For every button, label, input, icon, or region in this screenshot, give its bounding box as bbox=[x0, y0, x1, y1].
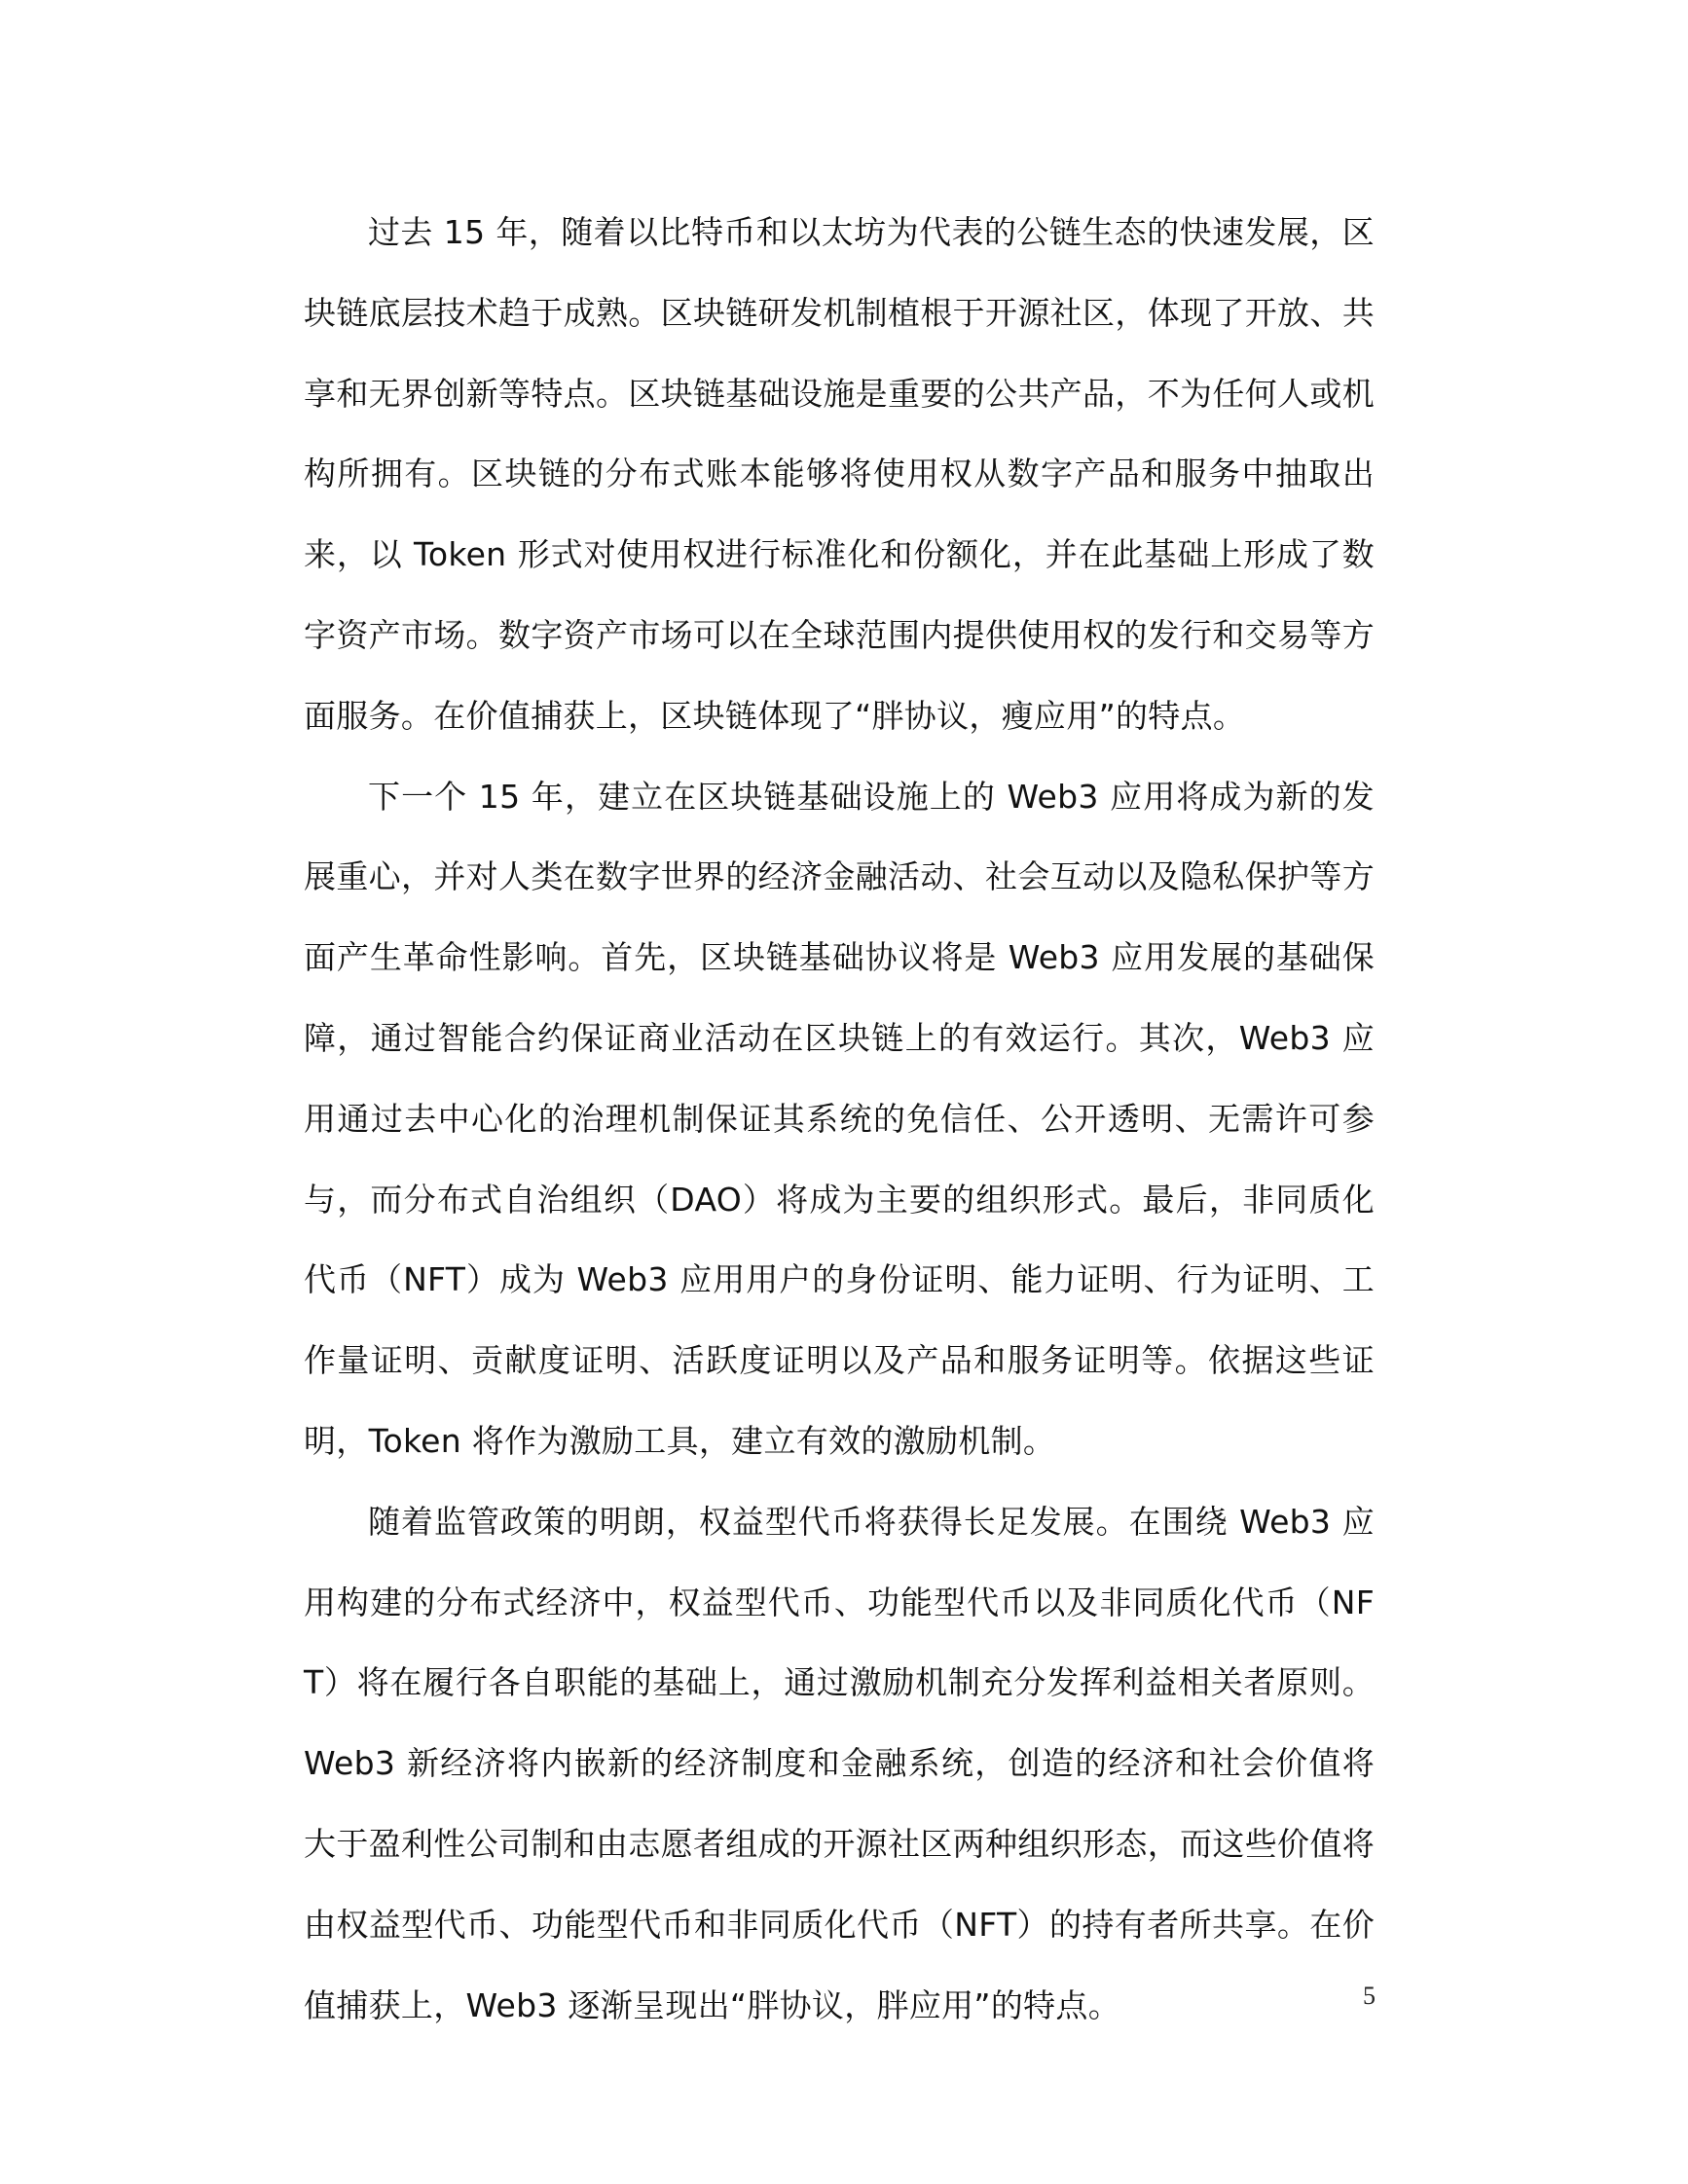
paragraph-1: 过去 15 年，随着以比特币和以太坊为代表的公链生态的快速发展，区块链底层技术趋于成熟。区块链研发机制植根于开源社区，体现了开放、共享和无界创新等特点。区块链基础设施是重要的公共产品，不为任何人或机构所拥有。区块链的分布式账本能够将使用权从数字产品和服务中抽取出来，以 Token 形式对使用权进行标准化和份额化，并在此基础上形成了数字资产市场。数字资产市场可以在全球范围内提供使用权的发行和交易等方面服务。在价值捕获上，区块链体现了“胖协议，瘦应用”的特点。 bbox=[304, 213, 1375, 735]
paragraph-2: 下一个 15 年，建立在区块链基础设施上的 Web3 应用将成为新的发展重心，并对人类在数字世界的经济金融活动、社会互动以及隐私保护等方面产生革命性影响。首先，区块链基础协议将是 Web3 应用发展的基础保障，通过智能合约保证商业活动在区块链上的有效运行。其次，Web3 应用通过去中心化的治理机制保证其系统的免信任、公开透明、无需许可参与，而分布式自治组织（DAO）将成为主要的组织形式。最后，非同质化代币（NFT）成为 Web3 应用用户的身份证明、能力证明、行为证明、工作量证明、贡献度证明、活跃度证明以及产品和服务证明等。依据这些证明，Token 将作为激励工具，建立有效的激励机制。 bbox=[304, 777, 1375, 1460]
page-number: 5 bbox=[1363, 1982, 1376, 2010]
document-body bbox=[304, 193, 1375, 2046]
paragraph-3: 随着监管政策的明朗，权益型代币将获得长足发展。在围绕 Web3 应用构建的分布式经济中，权益型代币、功能型代币以及非同质化代币（NFT）将在履行各自职能的基础上，通过激励机制充分发挥利益相关者原则。Web3 新经济将内嵌新的经济制度和金融系统，创造的经济和社会价值将大于盈利性公司制和由志愿者组成的开源社区两种组织形态，而这些价值将由权益型代币、功能型代币和非同质化代币（NFT）的持有者所共享。在价值捕获上，Web3 逐渐呈现出“胖协议，胖应用”的特点。 bbox=[304, 1502, 1375, 2024]
